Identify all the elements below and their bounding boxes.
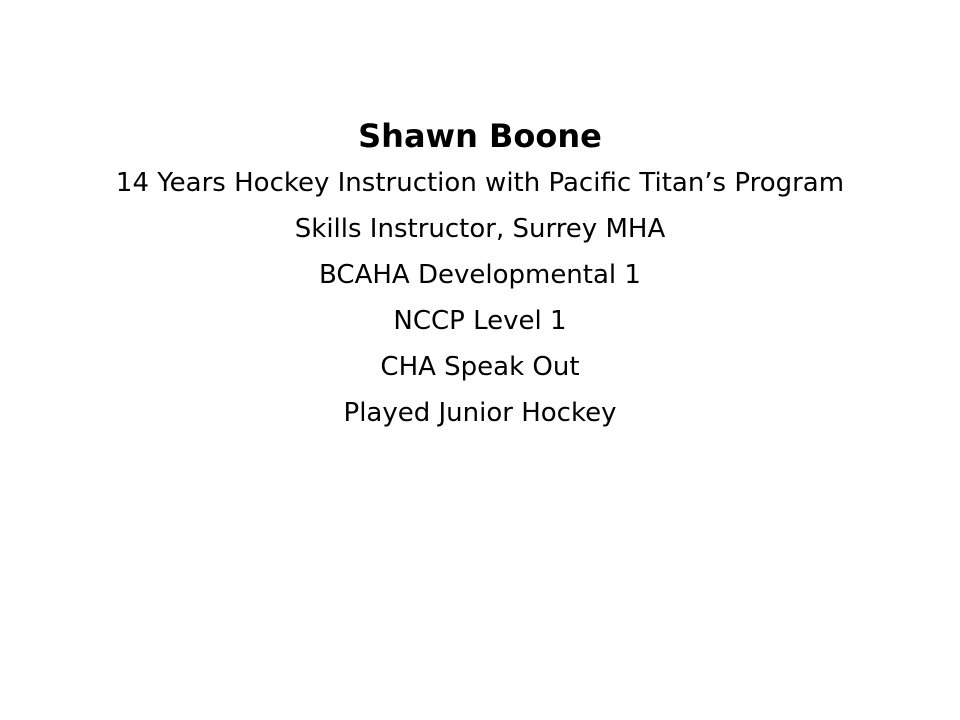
credential-line: BCAHA Developmental 1	[319, 260, 641, 290]
credential-line: CHA Speak Out	[380, 352, 580, 382]
credential-line: 14 Years Hockey Instruction with Pacific Titan’s Program	[115, 168, 845, 198]
bio-block	[0, 112, 960, 436]
credentials-list	[0, 160, 960, 436]
credential-line: Skills Instructor, Surrey MHA	[294, 214, 666, 244]
presenter-name: Shawn Boone	[358, 117, 602, 155]
credential-line: Played Junior Hockey	[343, 398, 617, 428]
credential-line: NCCP Level 1	[393, 306, 567, 336]
